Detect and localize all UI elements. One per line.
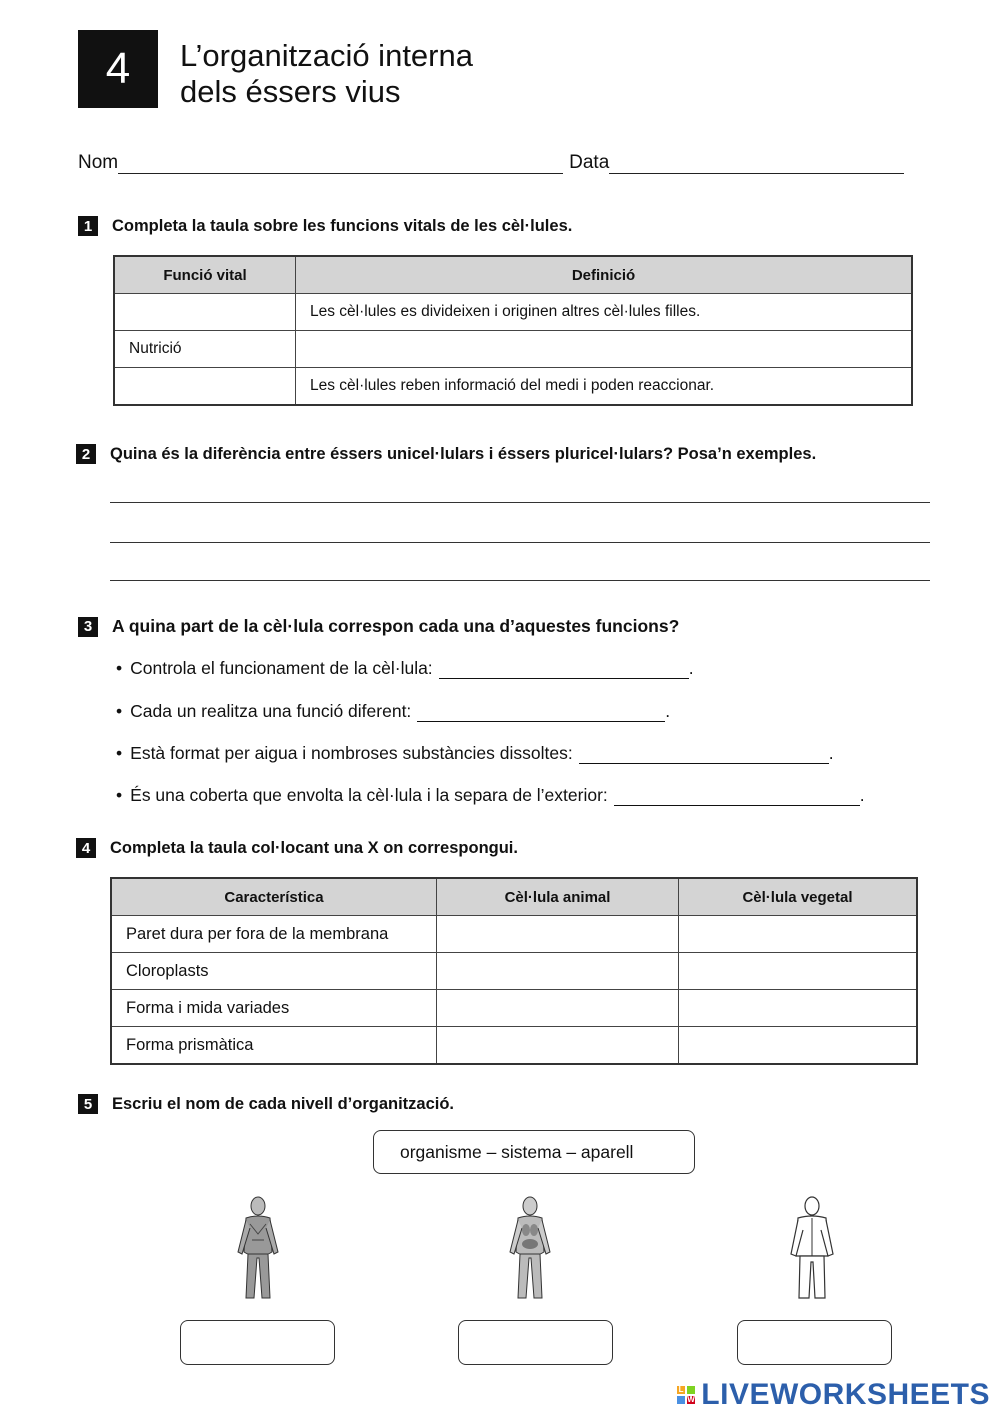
question-number: 4 [76, 838, 96, 858]
answer-line[interactable] [110, 579, 930, 581]
question-text: Escriu el nom de cada nivell d’organització. [112, 1094, 455, 1113]
title-line-1: L’organització interna [180, 38, 473, 73]
table-cell: Nutrició [114, 331, 296, 368]
table-header-row [114, 256, 912, 294]
list-item: • Està format per aigua i nombroses substàncies dissoltes: . [116, 743, 834, 763]
table-cell-input[interactable] [296, 331, 913, 368]
question-number: 5 [78, 1094, 98, 1114]
item-text: Cada un realitza una funció diferent: [130, 701, 412, 721]
liveworksheets-logo [677, 1378, 990, 1412]
question-4 [76, 838, 518, 858]
date-label: Data [569, 152, 610, 173]
skeletal-organs-figure [500, 1194, 560, 1304]
question-text: A quina part de la cèl·lula correspon cada una d’aquestes funcions? [112, 616, 680, 636]
table-header-row [111, 878, 917, 916]
checkbox-cell-vegetal[interactable] [679, 916, 918, 953]
list-item: • Controla el funcionament de la cèl·lula: . [116, 658, 694, 678]
checkbox-cell-animal[interactable] [437, 953, 679, 990]
column-header: Definició [296, 256, 913, 294]
question-text: Completa la taula sobre les funcions vitals de les cèl·lules. [112, 216, 573, 235]
table-cell: Forma i mida variades [111, 990, 437, 1027]
title-line-2: dels éssers vius [180, 74, 401, 109]
question-number: 3 [78, 617, 98, 637]
column-header: Funció vital [114, 256, 296, 294]
list-item: • És una coberta que envolta la cèl·lula i la separa de l’exterior: . [116, 785, 865, 805]
word-bank: organisme – sistema – aparell [373, 1130, 695, 1174]
table-row [114, 294, 912, 331]
brand-text: LIVEWORKSHEETS [701, 1378, 990, 1411]
table-row [111, 916, 917, 953]
question-number: 1 [78, 216, 98, 236]
muscular-system-figure [228, 1194, 288, 1304]
clothed-person-figure [782, 1194, 842, 1304]
student-info-row [78, 148, 913, 174]
unit-number-badge [78, 30, 158, 108]
checkbox-cell-animal[interactable] [437, 1027, 679, 1065]
brand-icon: L W [678, 1385, 696, 1404]
table-cell: Forma prismàtica [111, 1027, 437, 1065]
table-cell: Les cèl·lules reben informació del medi i poden reaccionar. [296, 368, 913, 406]
question-number: 2 [76, 444, 96, 464]
item-text: Està format per aigua i nombroses substàncies dissoltes: [130, 743, 573, 763]
table-row [114, 368, 912, 406]
table-cell: Paret dura per fora de la membrana [111, 916, 437, 953]
question-3 [78, 616, 679, 637]
question-text: Completa la taula col·locant una X on correspongui. [110, 838, 518, 857]
table-row [111, 1027, 917, 1065]
checkbox-cell-animal[interactable] [437, 990, 679, 1027]
page-title [180, 38, 473, 110]
answer-box-level-3[interactable] [737, 1320, 892, 1365]
question-5 [78, 1094, 454, 1114]
name-field[interactable] [118, 153, 563, 174]
checkbox-cell-animal[interactable] [437, 916, 679, 953]
question-text: Quina és la diferència entre éssers unicel·lulars i éssers pluricel·lulars? Posa’n exemples. [110, 444, 817, 463]
answer-blank[interactable] [417, 703, 665, 722]
list-item: • Cada un realitza una funció diferent: . [116, 701, 671, 721]
item-text: Controla el funcionament de la cèl·lula: [130, 658, 433, 678]
cell-comparison-table [110, 877, 918, 1065]
answer-box-level-2[interactable] [458, 1320, 613, 1365]
answer-blank[interactable] [614, 787, 860, 806]
table-cell: Cloroplasts [111, 953, 437, 990]
table-row [111, 953, 917, 990]
checkbox-cell-vegetal[interactable] [679, 1027, 918, 1065]
unit-number: 4 [105, 44, 131, 93]
column-header: Cèl·lula vegetal [679, 878, 918, 916]
vital-functions-table [113, 255, 913, 406]
table-row [114, 331, 912, 368]
table-row [111, 990, 917, 1027]
column-header: Cèl·lula animal [437, 878, 679, 916]
checkbox-cell-vegetal[interactable] [679, 953, 918, 990]
checkbox-cell-vegetal[interactable] [679, 990, 918, 1027]
answer-blank[interactable] [439, 660, 689, 679]
answer-line[interactable] [110, 541, 930, 543]
table-cell-input[interactable] [114, 294, 296, 331]
question-1 [78, 216, 572, 236]
question-2 [76, 444, 816, 464]
column-header: Característica [111, 878, 437, 916]
name-label: Nom [78, 152, 119, 173]
date-field[interactable] [609, 153, 904, 174]
table-cell-input[interactable] [114, 368, 296, 406]
answer-line[interactable] [110, 501, 930, 503]
answer-box-level-1[interactable] [180, 1320, 335, 1365]
item-text: És una coberta que envolta la cèl·lula i la separa de l’exterior: [130, 785, 608, 805]
answer-blank[interactable] [579, 745, 829, 764]
table-cell: Les cèl·lules es divideixen i originen altres cèl·lules filles. [296, 294, 913, 331]
